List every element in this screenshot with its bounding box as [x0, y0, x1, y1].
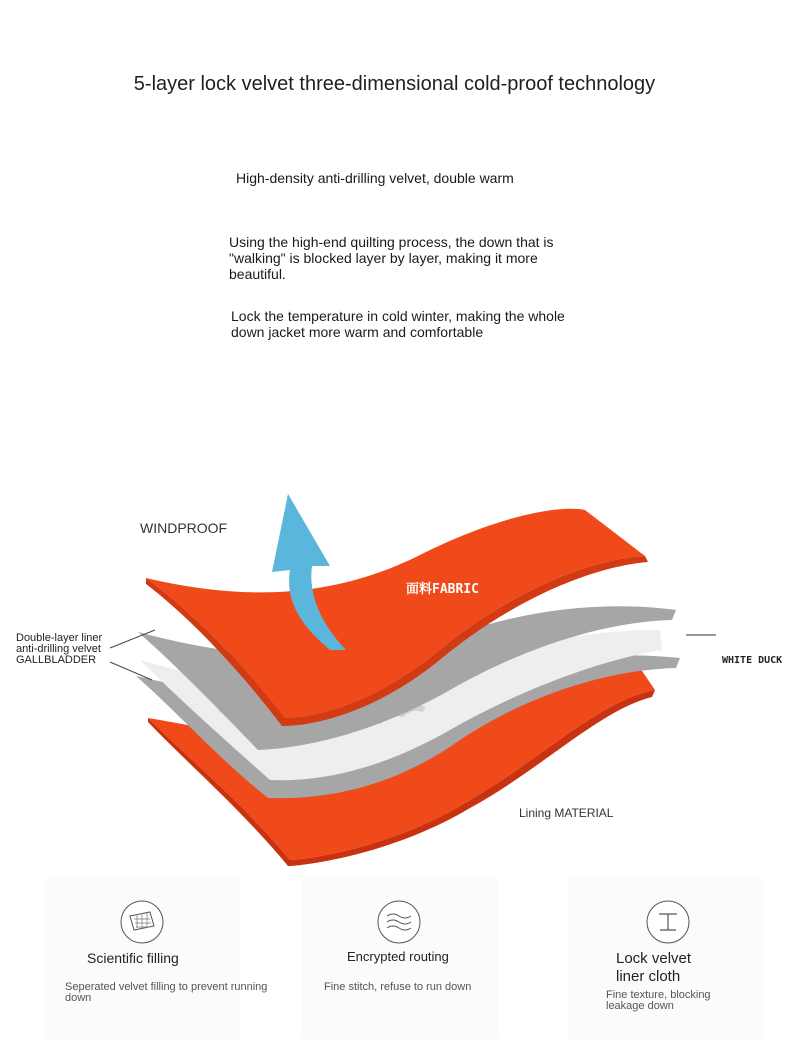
feature-card-liner [568, 878, 764, 1040]
feature-card-routing [302, 878, 498, 1040]
white-duck-label: WHITE DUCK [722, 655, 783, 666]
layer-diagram [0, 460, 789, 880]
feature-description: Fine stitch, refuse to run down [324, 981, 472, 993]
feature-paragraph-quilting: Using the high-end quilting process, the down that is "walking" is blocked layer by layer, making it more beautiful. [229, 234, 554, 282]
wave-stitch-icon [377, 900, 421, 944]
feature-paragraph-velvet: High-density anti-drilling velvet, double warm [236, 170, 514, 186]
liner-label-line1: Double-layer liner [16, 632, 103, 644]
lining-label: Lining MATERIAL [519, 806, 614, 820]
feature-title: Scientific filling [87, 950, 179, 966]
feature-paragraph-temperature: Lock the temperature in cold winter, making the whole down jacket more warm and comfortable [231, 308, 565, 340]
fabric-label: 面料FABRIC [406, 582, 479, 597]
feature-title: Lock velvet liner cloth [616, 950, 692, 985]
feature-card-filling [44, 878, 268, 1040]
feature-description: Seperated velvet filling to prevent running down [65, 981, 268, 1004]
feature-title: Encrypted routing [347, 949, 449, 964]
liner-label [16, 633, 102, 666]
liner-cloth-icon [646, 900, 690, 944]
windproof-label: WINDPROOF [140, 520, 228, 536]
liner-label-line2: anti-drilling velvet [16, 643, 101, 655]
liner-label-line3: GALLBLADDER [16, 654, 97, 666]
filling-grid-icon [120, 900, 164, 944]
feature-description: Fine texture, blocking leakage down [606, 989, 711, 1012]
page-title: 5-layer lock velvet three-dimensional cold-proof technology [133, 73, 656, 95]
